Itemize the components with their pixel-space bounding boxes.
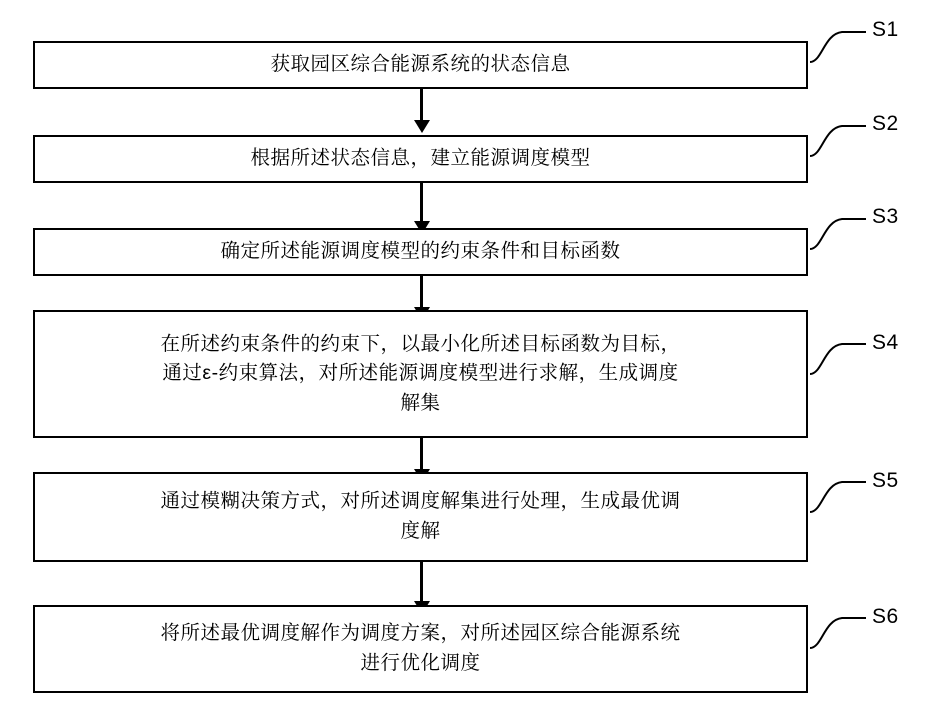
flowchart-label-s3: S3 xyxy=(872,205,899,228)
leader-line-s5 xyxy=(808,478,868,514)
leader-line-s6 xyxy=(808,614,868,650)
flowchart-step-s1-text: 获取园区综合能源系统的状态信息 xyxy=(270,53,571,76)
flowchart-step-s6[interactable] xyxy=(33,605,808,693)
flowchart-label-s6: S6 xyxy=(872,605,899,628)
flowchart-step-s2[interactable] xyxy=(33,135,808,183)
flowchart-step-s3-text: 确定所述能源调度模型的约束条件和目标函数 xyxy=(220,240,621,263)
flowchart-step-s1[interactable] xyxy=(33,41,808,89)
flowchart-label-s1: S1 xyxy=(872,18,899,41)
leader-line-s3 xyxy=(808,215,868,251)
leader-line-s4 xyxy=(808,340,868,376)
flowchart-step-s4-text: 在所述约束条件的约束下，以最小化所述目标函数为目标， 通过ε-约束算法，对所述能源调度模型进行求解，生成调度 解集 xyxy=(160,332,681,414)
leader-line-s1 xyxy=(808,28,868,64)
flowchart-label-s2: S2 xyxy=(872,112,899,135)
flowchart-step-s5[interactable] xyxy=(33,472,808,562)
flowchart-step-s2-text: 根据所述状态信息，建立能源调度模型 xyxy=(250,147,591,170)
flowchart-label-s4: S4 xyxy=(872,331,899,354)
flowchart-step-s3[interactable] xyxy=(33,228,808,276)
flowchart-label-s5: S5 xyxy=(872,469,899,492)
leader-line-s2 xyxy=(808,122,868,158)
flowchart-step-s5-text: 通过模糊决策方式，对所述调度解集进行处理，生成最优调 度解 xyxy=(160,490,681,542)
flowchart-step-s6-text: 将所述最优调度解作为调度方案，对所述园区综合能源系统 进行优化调度 xyxy=(160,622,681,674)
flowchart-step-s4[interactable] xyxy=(33,310,808,438)
